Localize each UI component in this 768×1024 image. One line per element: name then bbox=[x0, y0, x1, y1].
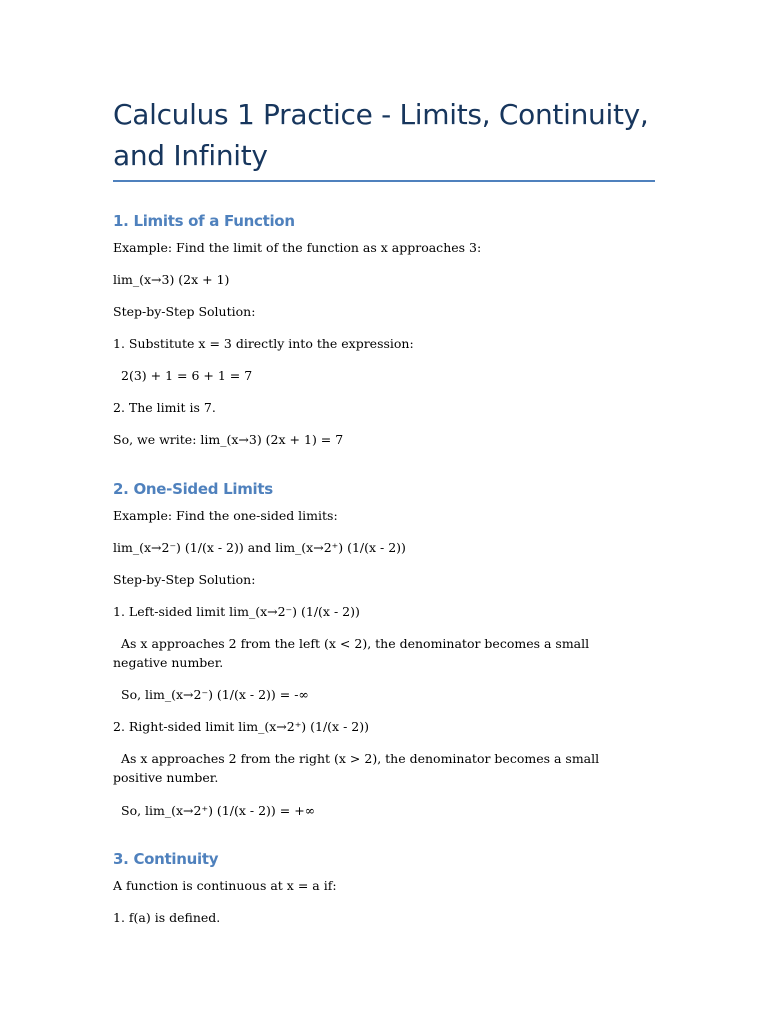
formula: 2(3) + 1 = 6 + 1 = 7 bbox=[121, 368, 253, 383]
section-heading-continuity: 3. Continuity bbox=[113, 850, 219, 868]
formula: So, lim_(x→2⁺) (1/(x - 2)) = +∞ bbox=[121, 803, 316, 818]
paragraph: Example: Find the one-sided limits: bbox=[113, 508, 338, 523]
paragraph: Step-by-Step Solution: bbox=[113, 572, 256, 587]
paragraph: Example: Find the limit of the function as x approaches 3: bbox=[113, 240, 482, 255]
paragraph: As x approaches 2 from the right (x > 2), the denominator becomes a small positive number. bbox=[113, 751, 600, 785]
document-title: Calculus 1 Practice - Limits, Continuity, and Infinity bbox=[113, 98, 649, 172]
step-item: 2. Right-sided limit lim_(x→2⁺) (1/(x - 2)) bbox=[113, 719, 369, 734]
paragraph: A function is continuous at x = a if: bbox=[113, 878, 337, 893]
paragraph: Step-by-Step Solution: bbox=[113, 304, 256, 319]
paragraph: As x approaches 2 from the left (x < 2), the denominator becomes a small negative number. bbox=[113, 636, 590, 670]
formula: lim_(x→2⁻) (1/(x - 2)) and lim_(x→2⁺) (1/(x - 2)) bbox=[113, 540, 406, 555]
formula: lim_(x→3) (2x + 1) bbox=[113, 272, 230, 287]
step-item: 1. f(a) is defined. bbox=[113, 910, 221, 925]
paragraph: So, we write: lim_(x→3) (2x + 1) = 7 bbox=[113, 432, 344, 447]
title-divider bbox=[113, 180, 655, 182]
step-item: 1. Left-sided limit lim_(x→2⁻) (1/(x - 2)) bbox=[113, 604, 360, 619]
formula: So, lim_(x→2⁻) (1/(x - 2)) = -∞ bbox=[121, 687, 309, 702]
step-item: 2. The limit is 7. bbox=[113, 400, 216, 415]
step-item: 1. Substitute x = 3 directly into the expression: bbox=[113, 336, 414, 351]
section-heading-limits: 1. Limits of a Function bbox=[113, 212, 295, 230]
section-heading-one-sided-limits: 2. One-Sided Limits bbox=[113, 480, 273, 498]
